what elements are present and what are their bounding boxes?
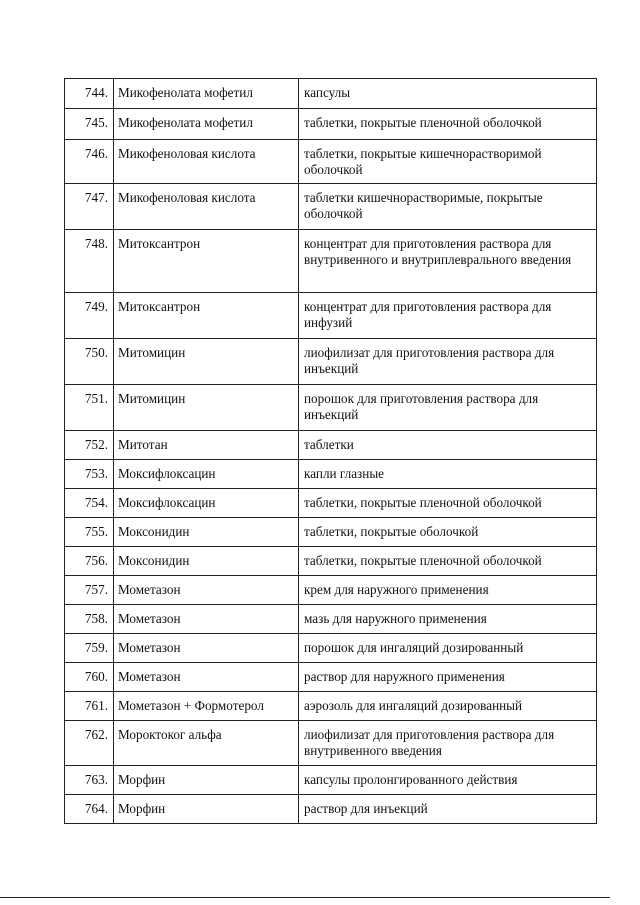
table-row	[65, 721, 597, 766]
table-row	[65, 795, 597, 824]
drug-name: Мометазон	[114, 605, 299, 634]
drug-name: Микофеноловая кислота	[114, 140, 299, 184]
dosage-form: порошок для приготовления раствора для инъекций	[299, 385, 597, 431]
drug-name: Микофеноловая кислота	[114, 184, 299, 230]
drug-name: Моксифлоксацин	[114, 460, 299, 489]
table-row	[65, 184, 597, 230]
table-row	[65, 140, 597, 184]
row-number: 759.	[65, 634, 114, 663]
table-row	[65, 460, 597, 489]
row-number: 748.	[65, 230, 114, 293]
row-number: 757.	[65, 576, 114, 605]
row-number: 762.	[65, 721, 114, 766]
drug-name: Микофенолата мофетил	[114, 79, 299, 109]
drug-name: Мометазон	[114, 663, 299, 692]
dosage-form: таблетки, покрытые пленочной оболочкой	[299, 489, 597, 518]
row-number: 744.	[65, 79, 114, 109]
row-number: 758.	[65, 605, 114, 634]
dosage-form: таблетки, покрытые оболочкой	[299, 518, 597, 547]
dosage-form: раствор для инъекций	[299, 795, 597, 824]
dosage-form: таблетки	[299, 431, 597, 460]
drug-name: Морфин	[114, 795, 299, 824]
table-row	[65, 109, 597, 140]
drug-name: Морфин	[114, 766, 299, 795]
dosage-form: капсулы пролонгированного действия	[299, 766, 597, 795]
dosage-form: таблетки кишечнорастворимые, покрытые оболочкой	[299, 184, 597, 230]
drug-name: Моксонидин	[114, 518, 299, 547]
drug-name: Микофенолата мофетил	[114, 109, 299, 140]
table-row	[65, 385, 597, 431]
drug-name: Мометазон	[114, 634, 299, 663]
table-row	[65, 547, 597, 576]
row-number: 764.	[65, 795, 114, 824]
dosage-form: капсулы	[299, 79, 597, 109]
table-row	[65, 518, 597, 547]
row-number: 745.	[65, 109, 114, 140]
drug-name: Мометазон + Формотерол	[114, 692, 299, 721]
table-row	[65, 230, 597, 293]
table-row	[65, 663, 597, 692]
row-number: 751.	[65, 385, 114, 431]
row-number: 760.	[65, 663, 114, 692]
drug-name: Митоксантрон	[114, 230, 299, 293]
row-number: 756.	[65, 547, 114, 576]
dosage-form: таблетки, покрытые пленочной оболочкой	[299, 109, 597, 140]
row-number: 746.	[65, 140, 114, 184]
row-number: 752.	[65, 431, 114, 460]
row-number: 761.	[65, 692, 114, 721]
dosage-form: лиофилизат для приготовления раствора для внутривенного введения	[299, 721, 597, 766]
drug-name: Моксонидин	[114, 547, 299, 576]
row-number: 754.	[65, 489, 114, 518]
drug-name: Митоксантрон	[114, 293, 299, 339]
dosage-form: таблетки, покрытые кишечнорастворимой оболочкой	[299, 140, 597, 184]
drug-table	[64, 78, 597, 824]
table-row	[65, 766, 597, 795]
dosage-form: концентрат для приготовления раствора для внутривенного и внутриплеврального введения	[299, 230, 597, 293]
row-number: 755.	[65, 518, 114, 547]
table-row	[65, 293, 597, 339]
dosage-form: аэрозоль для ингаляций дозированный	[299, 692, 597, 721]
table-row	[65, 489, 597, 518]
dosage-form: порошок для ингаляций дозированный	[299, 634, 597, 663]
dosage-form: раствор для наружного применения	[299, 663, 597, 692]
drug-name: Мороктоког альфа	[114, 721, 299, 766]
table-row	[65, 339, 597, 385]
row-number: 747.	[65, 184, 114, 230]
drug-name: Митотан	[114, 431, 299, 460]
drug-name: Митомицин	[114, 339, 299, 385]
row-number: 749.	[65, 293, 114, 339]
table-row	[65, 576, 597, 605]
dosage-form: капли глазные	[299, 460, 597, 489]
table-row	[65, 692, 597, 721]
row-number: 763.	[65, 766, 114, 795]
dosage-form: концентрат для приготовления раствора для инфузий	[299, 293, 597, 339]
row-number: 753.	[65, 460, 114, 489]
table-row	[65, 634, 597, 663]
drug-name: Моксифлоксацин	[114, 489, 299, 518]
drug-name: Митомицин	[114, 385, 299, 431]
drug-name: Мометазон	[114, 576, 299, 605]
dosage-form: лиофилизат для приготовления раствора для инъекций	[299, 339, 597, 385]
row-number: 750.	[65, 339, 114, 385]
table-row	[65, 605, 597, 634]
table-row	[65, 79, 597, 109]
dosage-form: мазь для наружного применения	[299, 605, 597, 634]
dosage-form: таблетки, покрытые пленочной оболочкой	[299, 547, 597, 576]
page-bottom-rule	[0, 897, 610, 898]
dosage-form: крем для наружного применения	[299, 576, 597, 605]
table-row	[65, 431, 597, 460]
